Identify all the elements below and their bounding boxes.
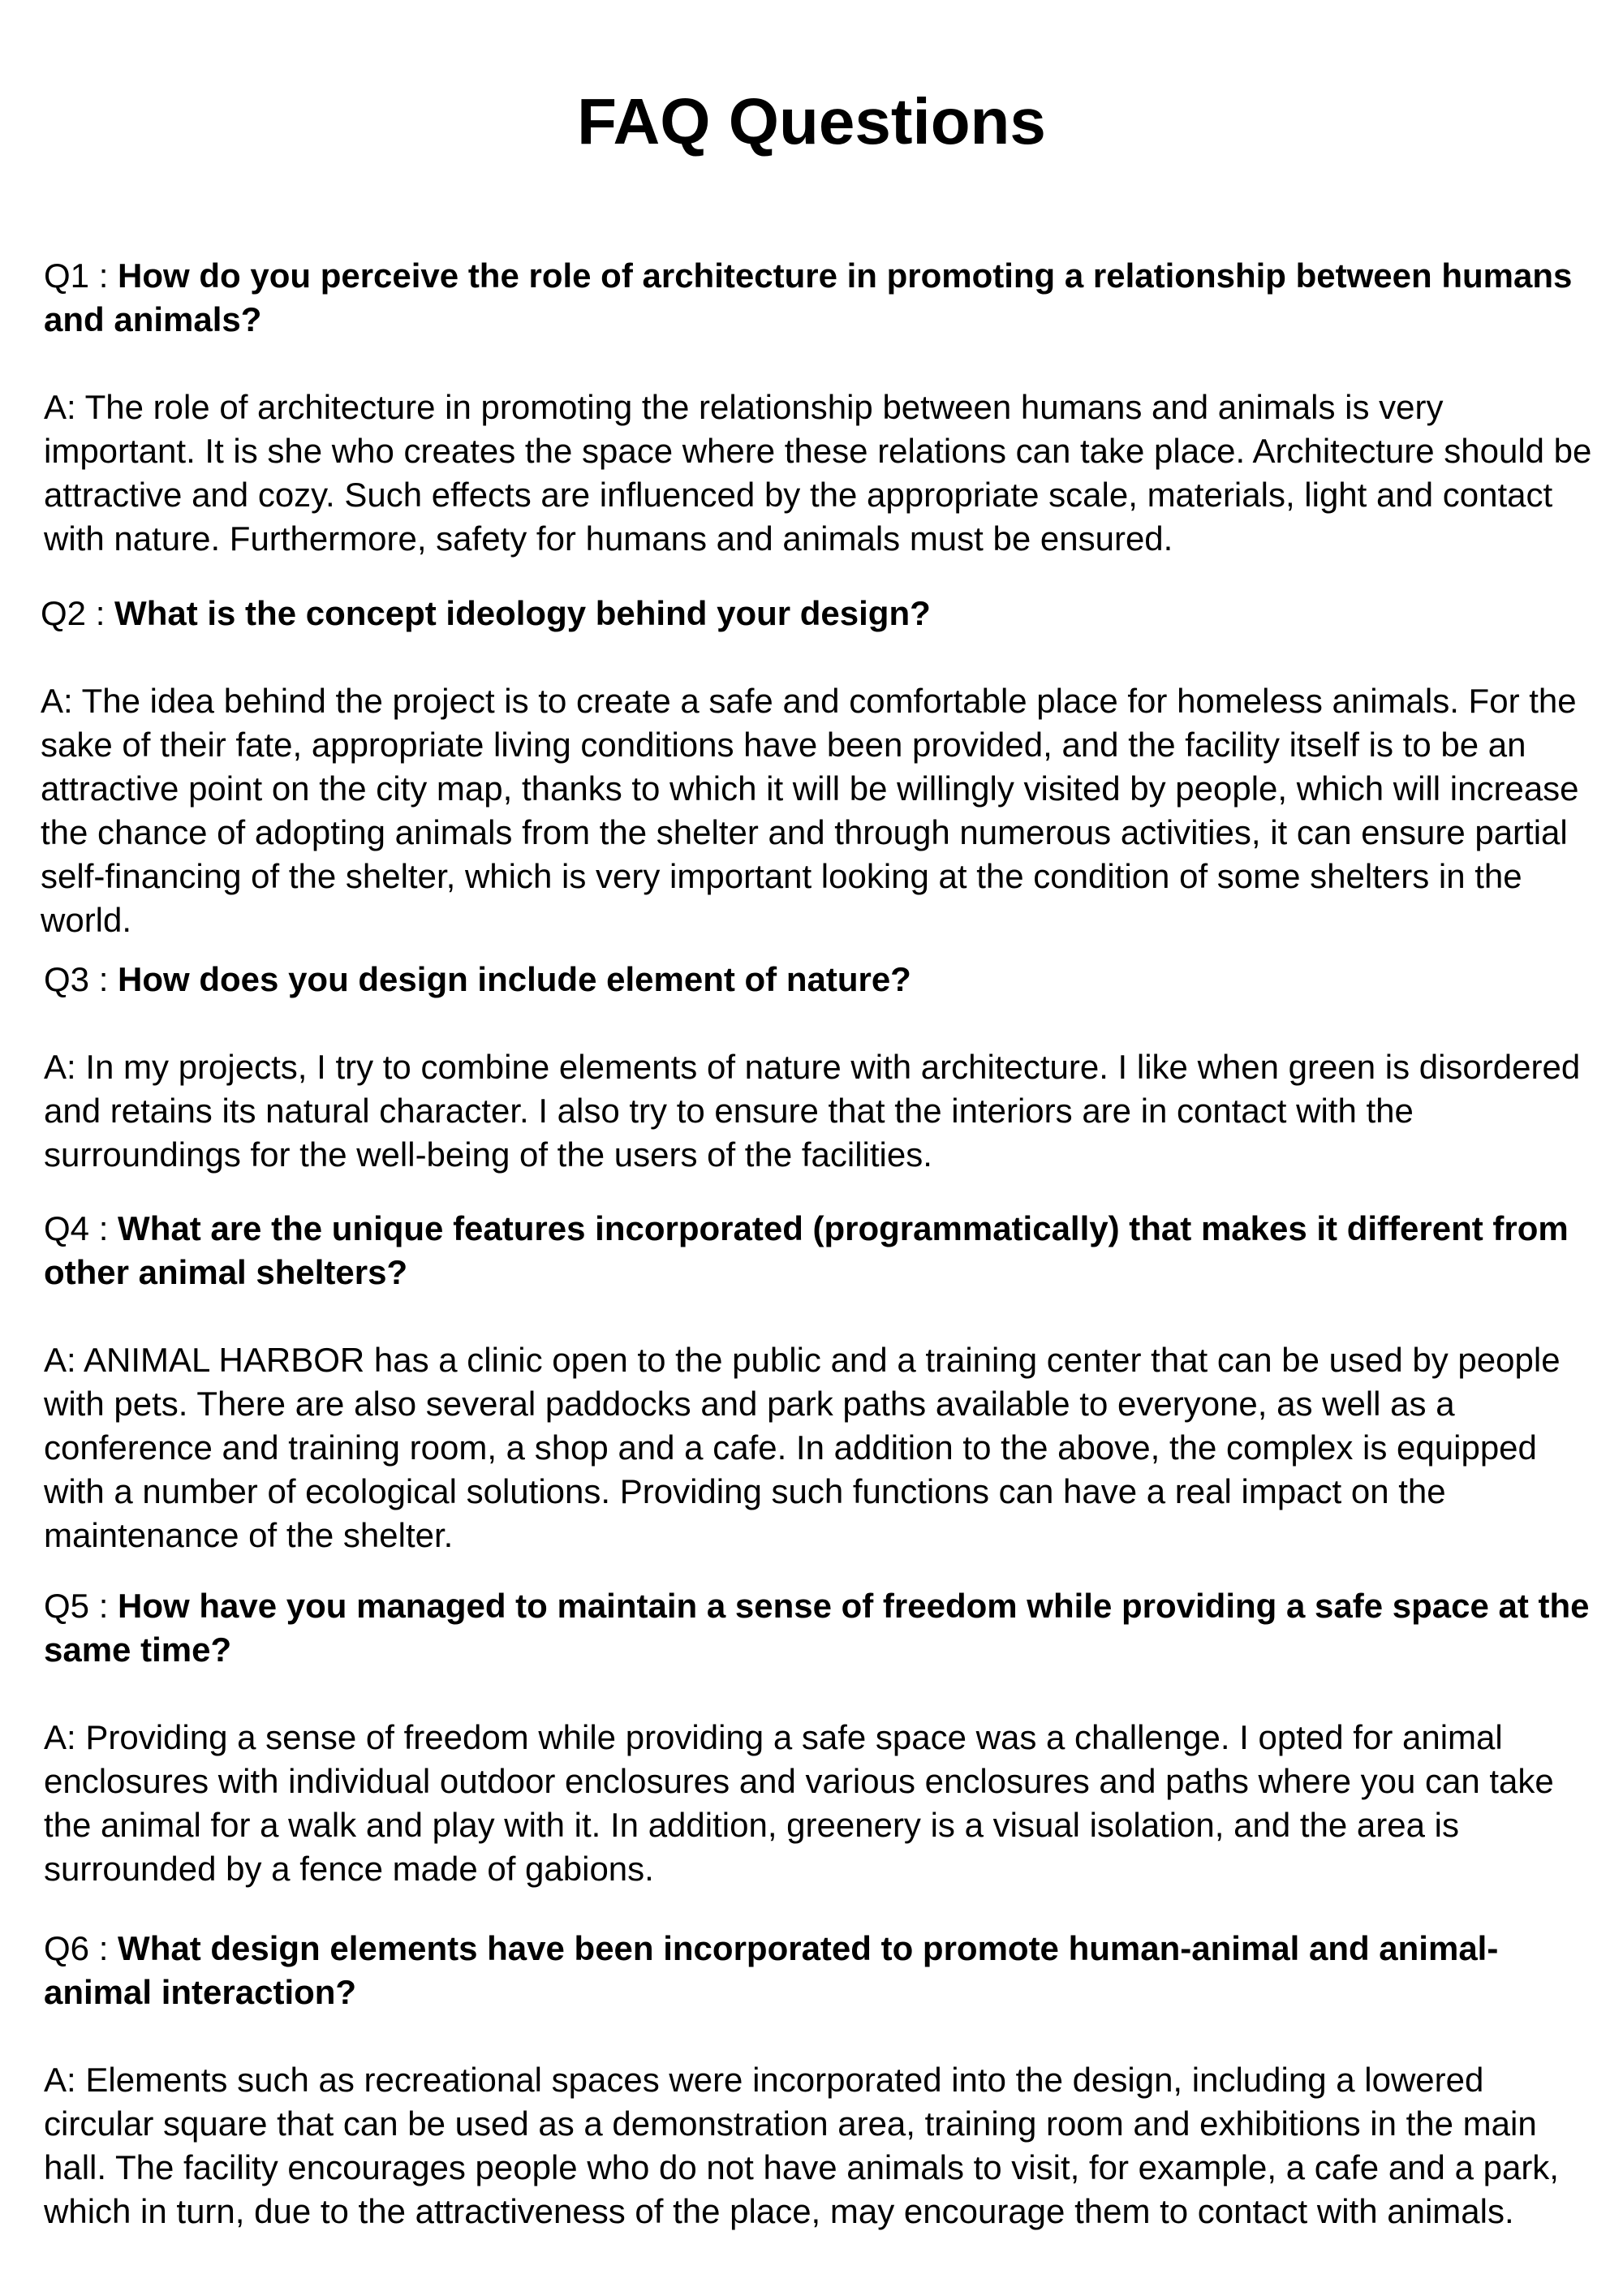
faq-question bbox=[44, 1927, 1602, 2014]
faq-item-5 bbox=[44, 1584, 1602, 1891]
faq-question bbox=[44, 1207, 1602, 1294]
page-title: FAQ Questions bbox=[577, 85, 1046, 157]
faq-answer: A: The idea behind the project is to create a safe and comfortable place for homeless animals. For the sake of their fate, appropriate living conditions have been provided, and the facility itself is to be an attractive point on the city map, thanks to which it will be willingly visited by people, which will increase the chance of adopting animals from the shelter and through numerous activities, it can ensure partial self-financing of the shelter, which is very important looking at the condition of some shelters in the world. bbox=[41, 682, 1579, 939]
question-text: What design elements have been incorporated to promote human-animal and animal-animal interaction? bbox=[44, 1929, 1499, 2011]
question-text: How does you design include element of nature? bbox=[118, 960, 911, 998]
faq-question bbox=[44, 958, 1602, 1002]
faq-item-3 bbox=[44, 958, 1602, 1177]
faq-answer: A: ANIMAL HARBOR has a clinic open to the public and a training center that can be used by people with pets. There are also several paddocks and park paths available to everyone, as well as a conference and training room, a shop and a cafe. In addition to the above, the complex is equipped with a number of ecological solutions. Providing such functions can have a real impact on the maintenance of the shelter. bbox=[44, 1341, 1561, 1554]
question-number: Q6 : bbox=[44, 1929, 118, 1967]
question-number: Q3 : bbox=[44, 960, 118, 998]
faq-answer: A: In my projects, I try to combine elements of nature with architecture. I like when green is disordered and retains its natural character. I also try to ensure that the interiors are in contact with the surroundings for the well-being of the users of the facilities. bbox=[44, 1048, 1581, 1174]
faq-answer: A: Elements such as recreational spaces were incorporated into the design, including a lowered circular square that can be used as a demonstration area, training room and exhibitions in the main hall. The facility encourages people who do not have animals to visit, for example, a cafe and a park, which in turn, due to the attractiveness of the place, may encourage them to contact with animals. bbox=[44, 2061, 1559, 2230]
question-text: What is the concept ideology behind your design? bbox=[114, 594, 931, 632]
question-number: Q4 : bbox=[44, 1209, 118, 1247]
faq-item-4 bbox=[44, 1207, 1602, 1557]
question-number: Q2 : bbox=[41, 594, 115, 632]
question-text: What are the unique features incorporated (programmatically) that makes it different from other animal shelters? bbox=[44, 1209, 1569, 1291]
faq-question bbox=[44, 1584, 1602, 1672]
faq-item-6 bbox=[44, 1927, 1602, 2234]
faq-question bbox=[44, 254, 1602, 342]
question-number: Q5 : bbox=[44, 1587, 118, 1625]
faq-question bbox=[41, 592, 1599, 635]
question-number: Q1 : bbox=[44, 256, 118, 295]
faq-item-2 bbox=[41, 592, 1599, 942]
question-text: How do you perceive the role of architecture in promoting a relationship between humans and animals? bbox=[44, 256, 1573, 338]
faq-answer: A: Providing a sense of freedom while providing a safe space was a challenge. I opted for animal enclosures with individual outdoor enclosures and various enclosures and paths where you can take the animal for a walk and play with it. In addition, greenery is a visual isolation, and the area is surrounded by a fence made of gabions. bbox=[44, 1718, 1554, 1888]
question-text: How have you managed to maintain a sense of freedom while providing a safe space at the same time? bbox=[44, 1587, 1590, 1669]
faq-item-1 bbox=[44, 254, 1602, 561]
faq-answer: A: The role of architecture in promoting the relationship between humans and animals is very important. It is she who creates the space where these relations can take place. Architecture should be attractive and cozy. Such effects are influenced by the appropriate scale, materials, light and contact with nature. Furthermore, safety for humans and animals must be ensured. bbox=[44, 388, 1592, 558]
